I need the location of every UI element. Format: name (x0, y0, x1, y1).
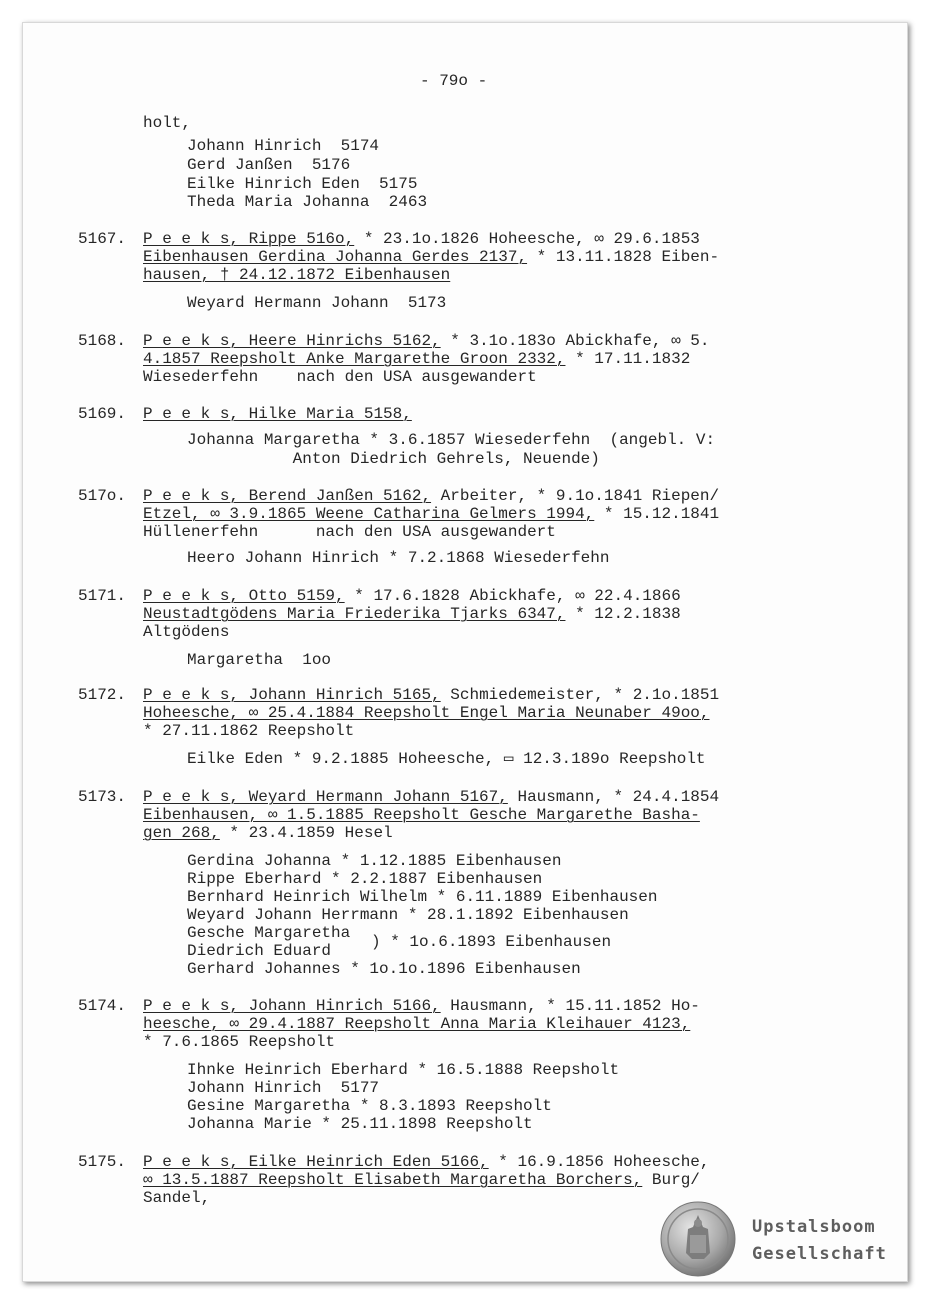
entry-text: Hausmann, * 15.11.1852 Ho- (440, 997, 700, 1015)
child-line: Gerhard Johannes * 1o.1o.1896 Eibenhausen (187, 960, 581, 978)
entry-underlined-text: P e e k s, Heere Hinrichs 5162, (143, 332, 441, 350)
entry-text: * 17.6.1828 Abickhafe, ∞ 22.4.1866 (344, 587, 681, 605)
document-page (22, 22, 908, 1282)
child-line: Rippe Eberhard * 2.2.1887 Eibenhausen (187, 870, 543, 888)
child-line: Gerdina Johanna * 1.12.1885 Eibenhausen (187, 852, 562, 870)
entry-underlined-text: Eibenhausen Gerdina Johanna Gerdes 2137, (143, 248, 528, 266)
entry-line (143, 505, 719, 523)
entry-number: 5173. (78, 788, 127, 806)
entry-line (143, 523, 556, 541)
child-line: Margaretha 1oo (187, 651, 332, 669)
entry-line (143, 350, 690, 368)
entry-text: Schmiedemeister, * 2.1o.1851 (440, 686, 720, 704)
child-line: Weyard Hermann Johann 5173 (187, 294, 447, 312)
child-line: Gesche Margaretha (187, 924, 351, 942)
page-number: - 79o - (420, 72, 488, 90)
entry-text: Hüllenerfehn nach den USA ausgewandert (143, 523, 556, 541)
child-line: Anton Diedrich Gehrels, Neuende) (187, 450, 600, 468)
entry-text: Altgödens (143, 623, 230, 641)
entry-text: * 3.1o.183o Abickhafe, ∞ 5. (440, 332, 710, 350)
entry-line (143, 405, 412, 423)
entry-text: Burg/ (642, 1171, 700, 1189)
entry-underlined-text: Eibenhausen, ∞ 1.5.1885 Reepsholt Gesche Margarethe Basha- (143, 806, 700, 824)
logo-text-line2: Gesellschaft (752, 1244, 887, 1264)
child-line: Ihnke Heinrich Eberhard * 16.5.1888 Reepsholt (187, 1061, 620, 1079)
entry-text: * 23.1o.1826 Hoheesche, ∞ 29.6.1853 (354, 230, 700, 248)
entry-line (143, 704, 710, 722)
entry-line (143, 332, 710, 350)
entry-underlined-text: P e e k s, Hilke Maria 5158, (143, 405, 412, 423)
entry-line (143, 824, 393, 842)
entry-line (143, 605, 681, 623)
seal-logo-icon (660, 1201, 736, 1277)
child-line: Diedrich Eduard (187, 942, 332, 960)
entry-text: * 27.11.1862 Reepsholt (143, 722, 355, 740)
child-line: Johann Hinrich 5174 (187, 137, 380, 155)
entry-number: 5168. (78, 332, 127, 350)
entry-line (143, 997, 700, 1015)
entry-text: * 17.11.1832 (565, 350, 691, 368)
entry-underlined-text: P e e k s, Otto 5159, (143, 587, 345, 605)
child-line: Gerd Janßen 5176 (187, 156, 351, 174)
entry-underlined-text: heesche, ∞ 29.4.1887 Reepsholt Anna Maria Kleihauer 4123, (143, 1015, 691, 1033)
logo-text-line1: Upstalsboom (752, 1217, 876, 1237)
entry-number: 5169. (78, 405, 127, 423)
entry-number: 517o. (78, 487, 127, 505)
entry-underlined-text: gen 268, (143, 824, 220, 842)
intro-continuation: holt, (143, 114, 192, 132)
entry-line (143, 1015, 690, 1033)
entry-text: * 7.6.1865 Reepsholt (143, 1033, 336, 1051)
child-line: Eilke Eden * 9.2.1885 Hoheesche, ▭ 12.3.189o Reepsholt (187, 750, 706, 768)
entry-line (143, 266, 450, 284)
entry-line (143, 230, 700, 248)
entry-underlined-text: P e e k s, Rippe 516o, (143, 230, 355, 248)
entry-underlined-text: Hoheesche, ∞ 25.4.1884 Reepsholt Engel Maria Neunaber 49oo, (143, 704, 710, 722)
entry-underlined-text: ∞ 13.5.1887 Reepsholt Elisabeth Margaretha Borchers, (143, 1171, 643, 1189)
entry-text: Sandel, (143, 1189, 211, 1207)
entry-underlined-text: Etzel, ∞ 3.9.1865 Weene Catharina Gelmers 1994, (143, 505, 595, 523)
child-line: Heero Johann Hinrich * 7.2.1868 Wiesederfehn (187, 549, 610, 567)
child-line: Gesine Margaretha * 8.3.1893 Reepsholt (187, 1097, 552, 1115)
child-line: Johanna Margaretha * 3.6.1857 Wiesederfehn (angebl. V: (187, 431, 716, 449)
entry-line (143, 1171, 700, 1189)
entry-number: 5174. (78, 997, 127, 1015)
entry-number: 5172. (78, 686, 127, 704)
entry-line (143, 722, 354, 740)
child-line: Johanna Marie * 25.11.1898 Reepsholt (187, 1115, 533, 1133)
child-line: Weyard Johann Herrmann * 28.1.1892 Eibenhausen (187, 906, 629, 924)
entry-underlined-text: P e e k s, Johann Hinrich 5166, (143, 997, 441, 1015)
entry-line (143, 587, 681, 605)
entry-line (143, 788, 719, 806)
entry-underlined-text: hausen, † 24.12.1872 Eibenhausen (143, 266, 451, 284)
entry-line (143, 487, 719, 505)
entry-underlined-text: P e e k s, Johann Hinrich 5165, (143, 686, 441, 704)
entry-line (143, 248, 719, 266)
entry-underlined-text: Neustadtgödens Maria Friederika Tjarks 6347, (143, 605, 566, 623)
entry-underlined-text: P e e k s, Weyard Hermann Johann 5167, (143, 788, 508, 806)
entry-text: Arbeiter, * 9.1o.1841 Riepen/ (431, 487, 720, 505)
entry-text: Hausmann, * 24.4.1854 (507, 788, 720, 806)
entry-line (143, 1033, 335, 1051)
child-line: Eilke Hinrich Eden 5175 (187, 175, 418, 193)
entry-underlined-text: P e e k s, Eilke Heinrich Eden 5166, (143, 1153, 489, 1171)
entry-text: * 23.4.1859 Hesel (219, 824, 393, 842)
entry-line (143, 1189, 210, 1207)
child-line: Johann Hinrich 5177 (187, 1079, 380, 1097)
entry-text: * 16.9.1856 Hoheesche, (488, 1153, 710, 1171)
entry-number: 5175. (78, 1153, 127, 1171)
entry-line (143, 806, 700, 824)
entry-underlined-text: P e e k s, Berend Janßen 5162, (143, 487, 432, 505)
twins-note: ) * 1o.6.1893 Eibenhausen (371, 933, 612, 951)
entry-number: 5167. (78, 230, 127, 248)
entry-line (143, 623, 229, 641)
entry-line (143, 368, 537, 386)
entry-line (143, 1153, 710, 1171)
entry-line (143, 686, 719, 704)
entry-text: * 15.12.1841 (594, 505, 720, 523)
child-line: Bernhard Heinrich Wilhelm * 6.11.1889 Eibenhausen (187, 888, 658, 906)
child-line: Theda Maria Johanna 2463 (187, 193, 428, 211)
entry-text: * 13.11.1828 Eiben- (527, 248, 720, 266)
entry-text: Wiesederfehn nach den USA ausgewandert (143, 368, 537, 386)
entry-number: 5171. (78, 587, 127, 605)
entry-underlined-text: 4.1857 Reepsholt Anke Margarethe Groon 2332, (143, 350, 566, 368)
entry-text: * 12.2.1838 (565, 605, 681, 623)
